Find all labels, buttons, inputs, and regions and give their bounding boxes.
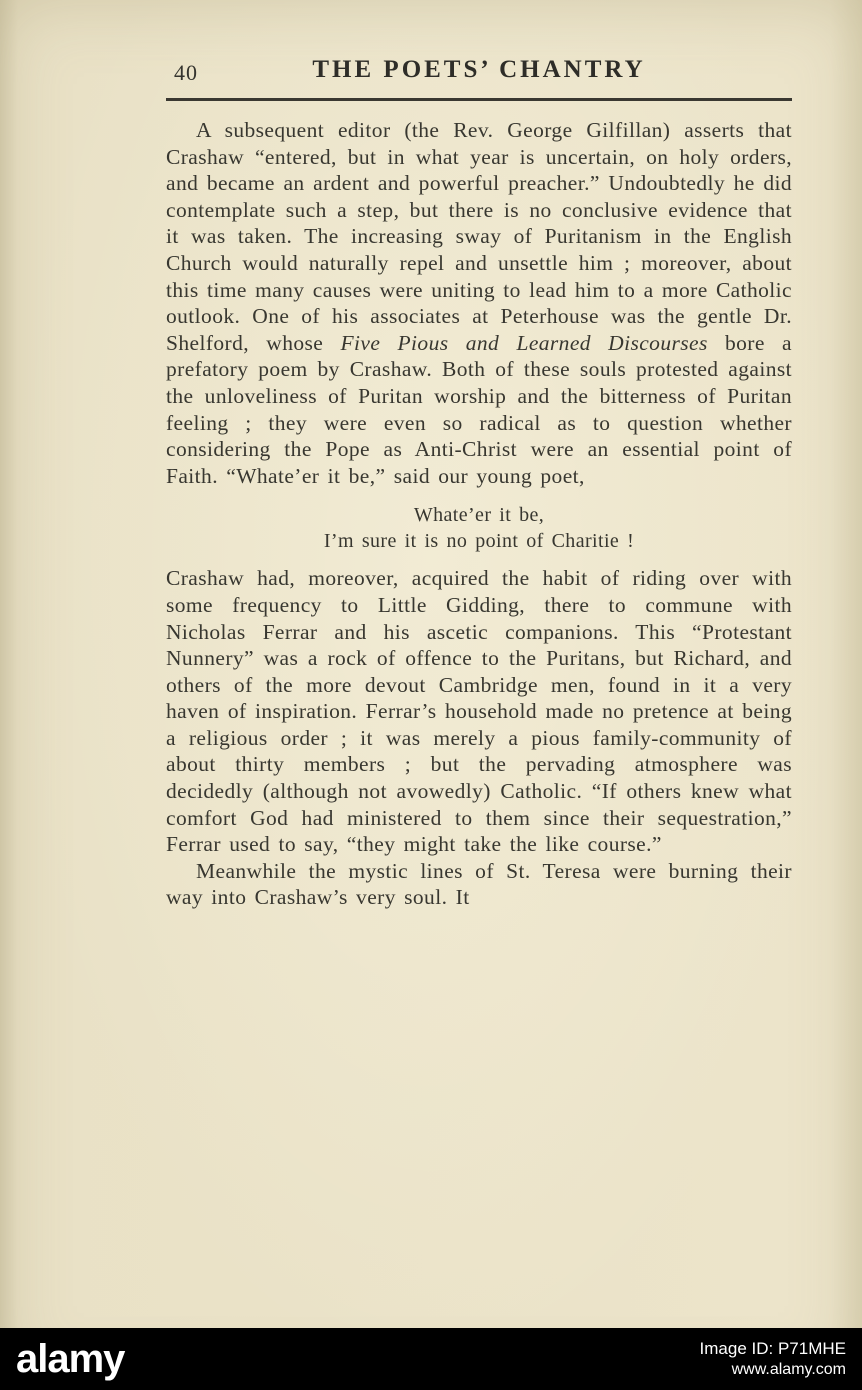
book-title-italic: Five Pious and Learned Discourses <box>340 330 708 355</box>
page-body <box>166 52 792 911</box>
verse-line-2: I’m sure it is no point of Charitie ! <box>323 530 635 553</box>
watermark-info <box>700 1338 846 1380</box>
image-id: Image ID: P71MHE <box>699 1339 846 1358</box>
page-header <box>166 52 792 96</box>
text-block <box>166 117 792 911</box>
paragraph-1-part-a: A subsequent editor (the Rev. George Gilfillan) asserts that Crashaw “entered, but in what year is uncertain, on holy orders, and became an ardent and powerful preacher.” Undoubtedly he did contemplate such a step, but there is no conclusive evidence that it was taken. The increasing sway of Puritanism in the English Church would naturally repel and unsettle him ; moreover, about this time many causes were uniting to lead him to a more Catholic outlook. One of his associates at Peterhouse was the gentle Dr. Shelford, whose <box>166 118 792 355</box>
paragraph-3: Meanwhile the mystic lines of St. Teresa were burning their way into Crashaw’s very soul. It <box>166 858 792 910</box>
paragraph-2: Crashaw had, moreover, acquired the habit of riding over with some frequency to Little Gidding, there to commune with Nicholas Ferrar and his ascetic companions. This “Protestant Nunnery” was a rock of offence to the Puritans, but Richard, and others of the more devout Cambridge men, found in it a very haven of inspiration. Ferrar’s household made no pretence at being a religious order ; it was merely a pious family-community of about thirty members ; but the pervading atmosphere was decidedly (although not avowedly) Catholic. “If others knew what comfort God had ministered to them since their sequestration,” Ferrar used to say, “they might take the like course.” <box>166 566 792 857</box>
page-number: 40 <box>174 60 198 85</box>
header-title: THE POETS’ CHANTRY <box>312 56 646 83</box>
alamy-url: www.alamy.com <box>731 1361 846 1378</box>
watermark-bar <box>0 1328 862 1390</box>
verse-line-1: Whate’er it be, <box>413 504 545 527</box>
paragraph-1 <box>166 117 792 489</box>
paragraph-1-part-b: bore a prefatory poem by Crashaw. Both of these souls protested against the unloveliness of Puritan worship and the bitterness of Puritan feeling ; they were even so radical as to question whether considering the Pope as Anti-Christ were an essential point of Faith. “Whate’er it be,” said our young poet, <box>166 330 792 488</box>
alamy-logo: alamy <box>16 1337 125 1381</box>
header-rule <box>166 98 792 101</box>
verse-quotation <box>166 502 792 554</box>
